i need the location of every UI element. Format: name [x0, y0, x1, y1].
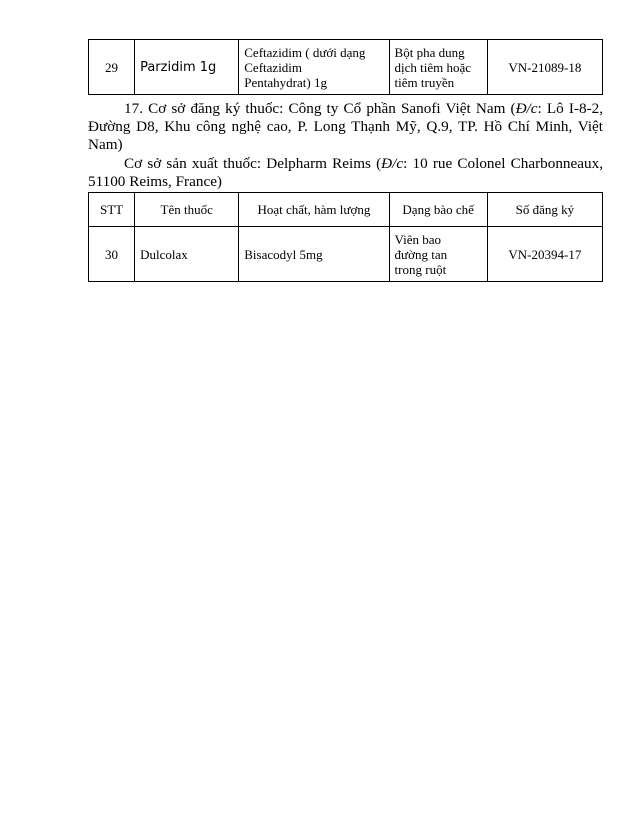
drug-name-cell: Parzidim 1g — [135, 40, 239, 95]
registrant-address: : Lô I-8-2, Đường D8, Khu công nghệ cao, P. Long Thạnh Mỹ, Q.9, TP. Hồ Chí Minh, Việt Nam) — [88, 100, 603, 153]
drug-table — [88, 192, 603, 282]
ingredient-cell — [239, 40, 389, 95]
dosage-form-line: dịch tiêm hoặc — [394, 59, 472, 75]
header-registration-number: Số đăng ký — [487, 193, 602, 227]
stt-cell: 30 — [89, 227, 135, 282]
registration-number-cell: VN-20394-17 — [487, 227, 602, 282]
ingredient-line: Pentahydrat) 1g — [244, 74, 327, 90]
header-stt: STT — [89, 193, 135, 227]
manufacturer-lead: Cơ sở sản xuất thuốc: Delpharm Reims ( — [124, 155, 382, 172]
dosage-form-cell — [389, 227, 487, 282]
registration-number-cell: VN-21089-18 — [487, 40, 602, 95]
ingredient-cell: Bisacodyl 5mg — [239, 227, 389, 282]
ingredient-line: Ceftazidim ( dưới dạng — [244, 44, 366, 60]
header-dosage-form: Dạng bào chế — [389, 193, 487, 227]
header-ingredient: Hoạt chất, hàm lượng — [239, 193, 389, 227]
dosage-form-line: tiêm truyền — [394, 74, 455, 90]
table-row — [89, 227, 603, 282]
dosage-form-line: Viên bao — [394, 231, 442, 247]
drug-name-cell: Dulcolax — [135, 227, 239, 282]
registrant-lead: 17. Cơ sở đăng ký thuốc: Công ty Cổ phần Sanofi Việt Nam ( — [124, 100, 516, 117]
manufacturer-address: : 10 rue Colonel Charbonneaux, 51100 Reims, France) — [88, 155, 603, 190]
manufacturer-paragraph — [88, 155, 603, 191]
registrant-paragraph — [88, 100, 603, 154]
dosage-form-line: trong ruột — [394, 261, 447, 277]
dosage-form-line: Bột pha dung — [394, 44, 465, 60]
address-label: Đ/c — [515, 100, 538, 117]
stt-cell: 29 — [89, 40, 135, 95]
address-label: Đ/c — [381, 155, 404, 172]
drug-table-continued — [88, 39, 603, 95]
table-row — [89, 40, 603, 95]
ingredient-line: Ceftazidim — [244, 59, 303, 75]
table-header-row — [89, 193, 603, 227]
header-drug-name: Tên thuốc — [135, 193, 239, 227]
dosage-form-line: đường tan — [394, 246, 448, 262]
dosage-form-cell — [389, 40, 487, 95]
